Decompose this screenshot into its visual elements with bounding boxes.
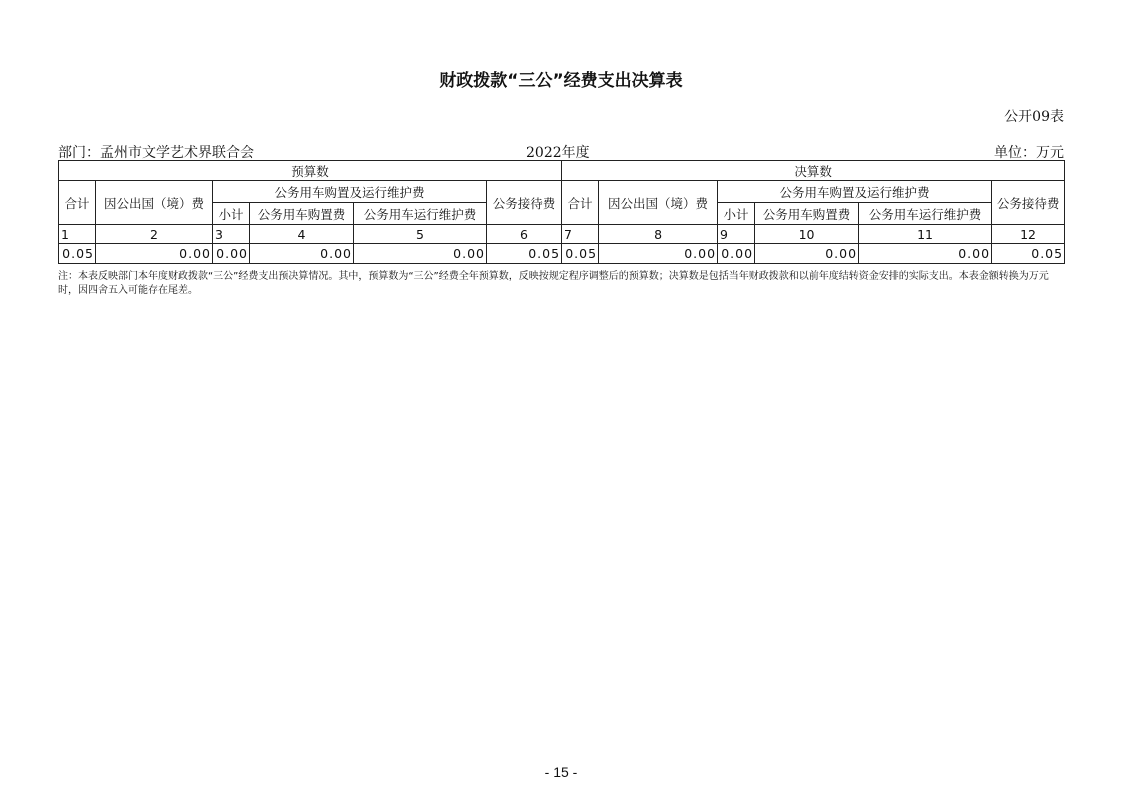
final-vehicle-operation-header: 公务用车运行维护费 xyxy=(859,203,992,225)
final-vehicle-group-header: 公务用车购置及运行维护费 xyxy=(718,181,992,203)
value-cell: 0.05 xyxy=(562,244,599,264)
index-cell: 6 xyxy=(487,225,562,244)
budget-abroad-header: 因公出国（境）费 xyxy=(96,181,213,225)
header-row-columns xyxy=(59,181,1065,203)
final-group-header: 决算数 xyxy=(562,161,1065,181)
report-title: 财政拨款“三公”经费支出决算表 xyxy=(439,71,683,91)
budget-group-header: 预算数 xyxy=(59,161,562,181)
table-footnote: 注：本表反映部门本年度财政拨款“三公”经费支出预决算情况。其中，预算数为“三公”经费全年预算数，反映按规定程序调整后的预算数；决算数是包括当年财政拨款和以前年度结转资金安排的实际支出。本表金额转换为万元时，因四舍五入可能存在尾差。 xyxy=(58,271,1049,296)
fiscal-year: 2022年度 xyxy=(526,145,590,161)
final-vehicle-purchase-header: 公务用车购置费 xyxy=(755,203,859,225)
value-cell: 0.05 xyxy=(992,244,1065,264)
index-cell: 2 xyxy=(96,225,213,244)
index-cell: 4 xyxy=(250,225,354,244)
final-reception-header: 公务接待费 xyxy=(992,181,1065,225)
final-total-header: 合计 xyxy=(562,181,599,225)
column-index-row xyxy=(59,225,1065,244)
index-cell: 10 xyxy=(755,225,859,244)
budget-subtotal-header: 小计 xyxy=(213,203,250,225)
table-number: 公开09表 xyxy=(1004,109,1064,125)
budget-reception-header: 公务接待费 xyxy=(487,181,562,225)
final-abroad-header: 因公出国（境）费 xyxy=(599,181,718,225)
index-cell: 7 xyxy=(562,225,599,244)
value-cell: 0.00 xyxy=(213,244,250,264)
value-cell: 0.00 xyxy=(755,244,859,264)
index-cell: 8 xyxy=(599,225,718,244)
page-number: - 15 - xyxy=(544,764,578,780)
value-cell: 0.05 xyxy=(487,244,562,264)
budget-total-header: 合计 xyxy=(59,181,96,225)
unit-label: 单位：万元 xyxy=(994,145,1064,161)
value-cell: 0.00 xyxy=(250,244,354,264)
final-subtotal-header: 小计 xyxy=(718,203,755,225)
value-cell: 0.00 xyxy=(599,244,718,264)
value-cell: 0.05 xyxy=(59,244,96,264)
index-cell: 1 xyxy=(59,225,96,244)
budget-vehicle-operation-header: 公务用车运行维护费 xyxy=(354,203,487,225)
index-cell: 12 xyxy=(992,225,1065,244)
index-cell: 5 xyxy=(354,225,487,244)
budget-vehicle-group-header: 公务用车购置及运行维护费 xyxy=(213,181,487,203)
department-label: 部门：孟州市文学艺术界联合会 xyxy=(58,145,254,161)
value-row xyxy=(59,244,1065,264)
report-meta xyxy=(58,142,1064,160)
three-public-expenses-table xyxy=(58,160,1065,264)
index-cell: 9 xyxy=(718,225,755,244)
value-cell: 0.00 xyxy=(354,244,487,264)
value-cell: 0.00 xyxy=(718,244,755,264)
value-cell: 0.00 xyxy=(96,244,213,264)
index-cell: 3 xyxy=(213,225,250,244)
index-cell: 11 xyxy=(859,225,992,244)
value-cell: 0.00 xyxy=(859,244,992,264)
header-row-groups xyxy=(59,161,1065,181)
budget-vehicle-purchase-header: 公务用车购置费 xyxy=(250,203,354,225)
